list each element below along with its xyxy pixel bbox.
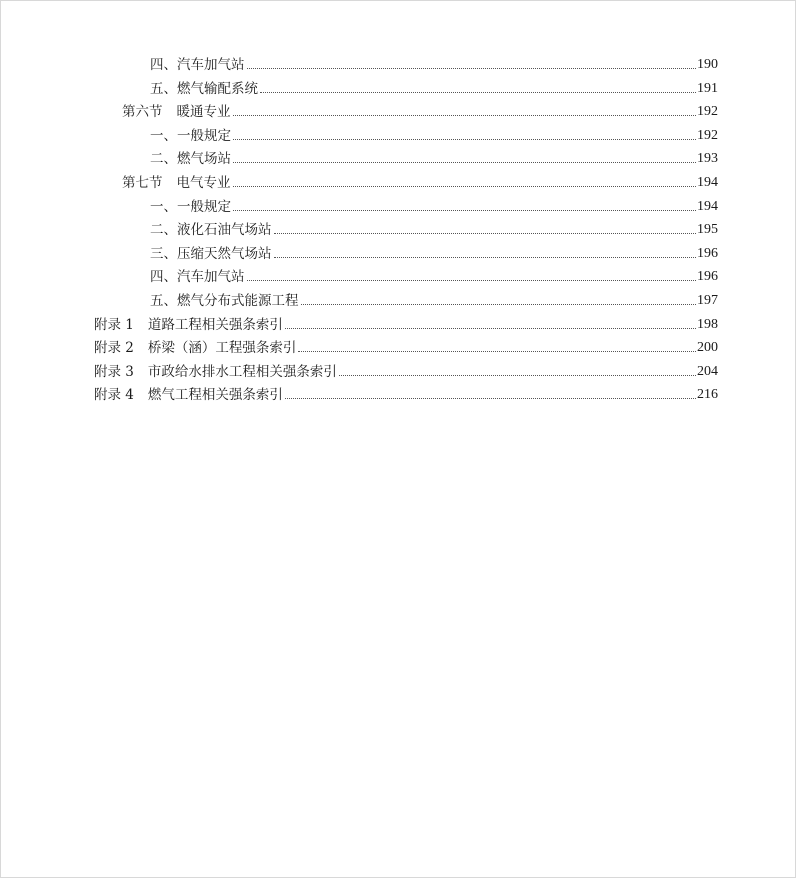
toc-entry[interactable] — [150, 73, 718, 97]
dot-leader — [247, 68, 697, 69]
toc-appendix-label: 附录 4 — [94, 387, 134, 404]
dot-leader — [339, 375, 696, 376]
toc-page-number: 195 — [697, 222, 718, 238]
toc-page-number: 196 — [697, 245, 718, 261]
toc-appendix-title: 道路工程相关强条索引 — [147, 316, 283, 333]
toc-entry-title — [94, 364, 337, 380]
toc-entry-title: 二、燃气场站 — [150, 151, 231, 168]
toc-appendix-title: 桥梁（涵）工程强条索引 — [147, 340, 297, 357]
toc-entry[interactable] — [150, 285, 718, 309]
toc-entry-title: 四、汽车加气站 — [150, 269, 245, 286]
toc-page-number: 194 — [697, 198, 718, 214]
toc-appendix-title: 市政给水排水工程相关强条索引 — [147, 363, 337, 380]
toc-section-title: 暖通专业 — [176, 104, 231, 121]
toc-section-label: 第七节 — [122, 175, 163, 191]
toc-entry[interactable] — [150, 191, 718, 215]
dot-leader — [274, 233, 697, 234]
toc-entry[interactable] — [122, 96, 718, 120]
dot-leader — [247, 280, 697, 281]
toc-entry-title — [94, 387, 283, 403]
toc-appendix-label: 附录 3 — [94, 363, 134, 380]
toc-page-number: 190 — [697, 57, 718, 72]
toc-page-number: 197 — [697, 293, 718, 308]
dot-leader — [274, 257, 697, 258]
dot-leader — [233, 210, 696, 211]
toc-appendix-label: 附录 1 — [94, 316, 134, 333]
toc-page-number: 198 — [697, 316, 718, 332]
toc-page-number: 216 — [697, 387, 718, 403]
toc-entry-title: 一、一般规定 — [150, 198, 231, 215]
toc-entry[interactable] — [150, 261, 718, 285]
toc-entry[interactable] — [150, 214, 718, 238]
toc-entry[interactable] — [94, 356, 718, 380]
toc-entry[interactable] — [150, 120, 718, 144]
dot-leader — [233, 139, 696, 140]
dot-leader — [233, 186, 697, 187]
toc-page-number: 192 — [697, 104, 718, 120]
toc-entry-title: 五、燃气分布式能源工程 — [150, 293, 299, 309]
dot-leader — [233, 115, 697, 116]
toc-entry[interactable] — [122, 167, 718, 191]
toc-page-number: 193 — [697, 151, 718, 167]
dot-leader — [285, 328, 696, 329]
toc-section-label: 第六节 — [122, 104, 163, 121]
toc-entry[interactable] — [150, 49, 718, 73]
toc-entry-title: 三、压缩天然气场站 — [150, 245, 272, 262]
toc-page-number: 194 — [697, 175, 718, 190]
toc-entry[interactable] — [150, 143, 718, 167]
toc-entry[interactable] — [94, 332, 718, 356]
toc-appendix-label: 附录 2 — [94, 340, 134, 357]
toc-appendix-title: 燃气工程相关强条索引 — [147, 387, 283, 404]
toc-entry-title: 一、一般规定 — [150, 127, 231, 144]
toc-entry[interactable] — [94, 309, 718, 333]
toc-page-number: 192 — [697, 127, 718, 143]
toc-entry-title: 四、汽车加气站 — [150, 57, 245, 73]
toc-entry-title — [122, 104, 231, 120]
toc-entry-title: 二、液化石油气场站 — [150, 222, 272, 239]
toc-entry-title — [94, 317, 283, 333]
dot-leader — [285, 398, 696, 399]
toc-page-number: 191 — [697, 80, 718, 96]
toc-entry-title — [94, 340, 296, 356]
toc-page-number: 200 — [697, 340, 718, 356]
toc-page-number: 196 — [697, 269, 718, 285]
toc-entry-title — [122, 175, 231, 191]
toc-entry[interactable] — [94, 379, 718, 403]
dot-leader — [298, 351, 696, 352]
dot-leader — [301, 304, 697, 305]
toc-section-title: 电气专业 — [176, 175, 231, 191]
dot-leader — [233, 162, 696, 163]
toc-page-number: 204 — [697, 363, 718, 379]
toc-entry[interactable] — [150, 238, 718, 262]
toc-entry-title: 五、燃气输配系统 — [150, 80, 258, 97]
dot-leader — [260, 92, 696, 93]
